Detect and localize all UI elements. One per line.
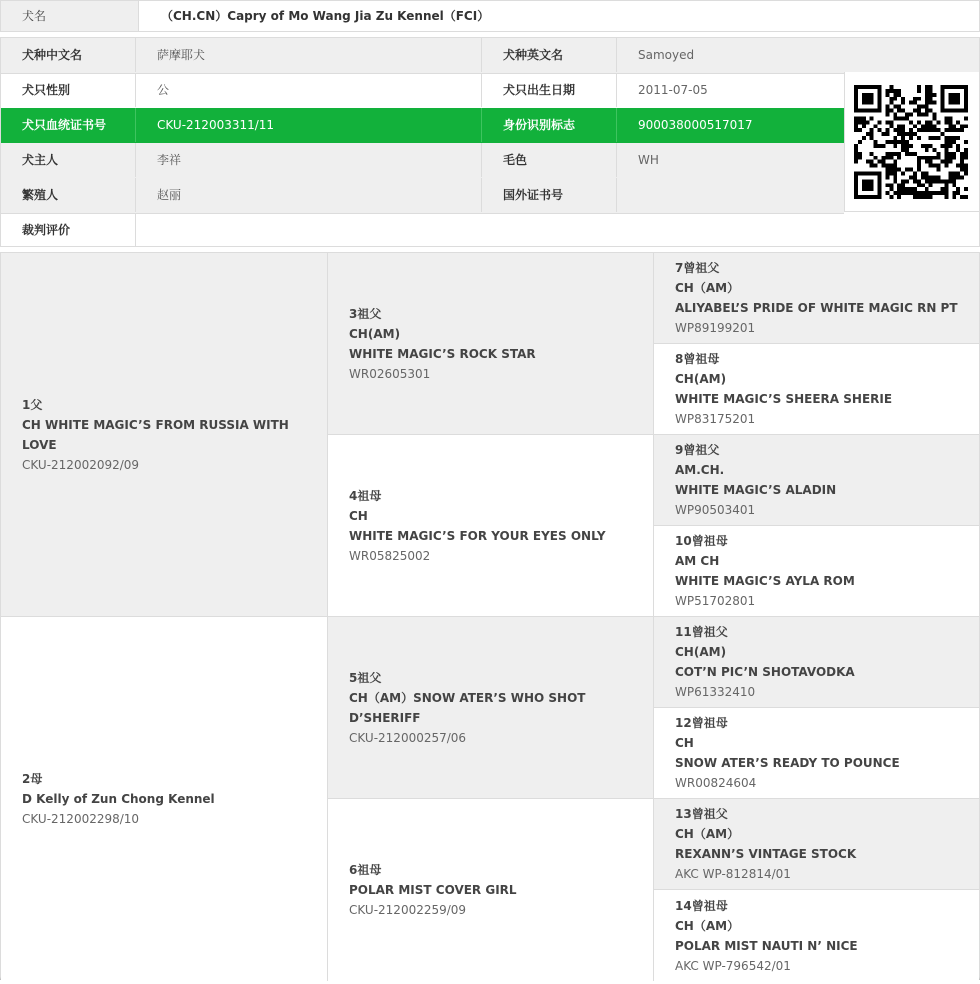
info-label: 毛色	[482, 143, 617, 177]
ancestor-title: 5祖父	[349, 670, 382, 685]
ancestor-reg: WP90503401	[675, 503, 756, 517]
ancestor-reg: CKU-212002092/09	[22, 457, 140, 472]
ancestor-prefix: CH(AM)	[675, 645, 727, 659]
ancestor-title: 2母	[22, 772, 43, 786]
info-label: 犬只血统证书号	[1, 108, 136, 142]
qr-code-box	[844, 72, 979, 212]
great-grandparent-cell	[654, 435, 979, 526]
info-label: 身份识别标志	[482, 108, 617, 142]
ancestor-prefix: AM CH	[675, 554, 720, 568]
info-label: 国外证书号	[482, 178, 617, 212]
ancestor-reg: WR02605301	[349, 366, 431, 381]
info-row	[1, 178, 844, 214]
ancestor-title: 12曾祖母	[675, 716, 728, 730]
info-value: Samoyed	[638, 48, 695, 62]
great-grandparent-cell	[654, 344, 979, 435]
info-value: 900038000517017	[638, 118, 753, 132]
info-label: 犬主人	[1, 143, 136, 177]
judge-label: 裁判评价	[1, 213, 136, 247]
ancestor-prefix: AM.CH.	[675, 463, 725, 477]
ancestor-title: 14曾祖母	[675, 898, 728, 913]
judge-value	[136, 213, 157, 247]
ancestor-name: D Kelly of Zun Chong Kennel	[22, 792, 215, 806]
ancestor-name: WHITE MAGIC’S ALADIN	[675, 483, 837, 497]
ancestor-reg: AKC WP-796542/01	[675, 958, 791, 973]
great-grandparent-cell	[654, 799, 979, 890]
info-value: WH	[638, 153, 659, 167]
ancestor-title: 9曾祖父	[675, 443, 720, 457]
info-value: 2011-07-05	[638, 83, 708, 97]
info-label: 犬种中文名	[1, 38, 136, 72]
ancestor-name: WHITE MAGIC’S FOR YOUR EYES ONLY	[349, 528, 606, 543]
dam-cell	[1, 617, 328, 981]
grandparent-cell	[328, 253, 654, 435]
dog-name-row	[0, 0, 980, 32]
ancestor-reg: CKU-212000257/06	[349, 730, 467, 745]
info-row	[1, 143, 844, 179]
ancestor-prefix: CH（AM）	[675, 918, 740, 933]
ancestor-title: 6祖母	[349, 863, 382, 877]
ancestor-title: 1父	[22, 397, 43, 412]
grandparent-cell	[328, 617, 654, 799]
ancestor-name: WHITE MAGIC’S ROCK STAR	[349, 346, 536, 361]
great-grandparent-cell	[654, 526, 979, 617]
ancestor-title: 3祖父	[349, 306, 382, 321]
great-grandparent-cell	[654, 890, 979, 981]
dog-name-label: 犬名	[1, 1, 139, 31]
ancestor-prefix: CH	[675, 736, 694, 750]
ancestor-reg: AKC WP-812814/01	[675, 867, 791, 881]
ancestor-name: REXANN’S VINTAGE STOCK	[675, 847, 857, 861]
info-label: 犬只出生日期	[482, 73, 617, 107]
ancestor-reg: WR00824604	[675, 776, 757, 790]
great-grandparent-cell	[654, 617, 979, 708]
info-value: 萨摩耶犬	[136, 38, 482, 72]
dog-info-table	[0, 37, 980, 247]
grandparent-cell	[328, 435, 654, 617]
pedigree-table	[0, 252, 980, 980]
ancestor-reg: WP51702801	[675, 594, 756, 608]
ancestor-reg: WR05825002	[349, 548, 431, 563]
info-label: 犬种英文名	[482, 38, 617, 72]
info-label: 繁殖人	[1, 178, 136, 212]
ancestor-prefix: CH(AM)	[675, 372, 727, 386]
info-row-highlight	[1, 108, 844, 144]
ancestor-name: COT’N PIC’N SHOTAVODKA	[675, 665, 855, 679]
ancestor-title: 8曾祖母	[675, 352, 720, 366]
ancestor-title: 13曾祖父	[675, 807, 728, 821]
info-value	[617, 178, 844, 212]
sire-cell	[1, 253, 328, 617]
info-row	[1, 38, 844, 74]
ancestor-title: 7曾祖父	[675, 261, 720, 275]
grandparent-cell	[328, 799, 654, 981]
ancestor-name: CH（AM）SNOW ATER’S WHO SHOT D’SHERIFF	[349, 690, 586, 725]
great-grandparent-cell	[654, 253, 979, 344]
ancestor-title: 4祖母	[349, 488, 382, 503]
info-value: CKU-212003311/11	[136, 108, 482, 142]
ancestor-name: POLAR MIST NAUTI N’ NICE	[675, 938, 858, 953]
ancestor-reg: CKU-212002298/10	[22, 812, 140, 826]
qr-code-icon	[854, 85, 968, 199]
info-row-extension	[844, 38, 979, 74]
ancestor-prefix: CH(AM)	[349, 326, 401, 341]
ancestor-title: 11曾祖父	[675, 625, 728, 639]
ancestor-reg: WP89199201	[675, 321, 756, 335]
ancestor-name: WHITE MAGIC’S SHEERA SHERIE	[675, 392, 893, 406]
info-row	[1, 73, 844, 109]
ancestor-name: WHITE MAGIC’S AYLA ROM	[675, 574, 855, 588]
info-label: 犬只性别	[1, 73, 136, 107]
ancestor-name: ALIYABEL’S PRIDE OF WHITE MAGIC RN PT	[675, 301, 958, 315]
ancestor-reg: CKU-212002259/09	[349, 903, 467, 917]
judge-row	[1, 213, 979, 248]
dog-name-value: （CH.CN）Capry of Mo Wang Jia Zu Kennel（FCI）	[161, 9, 490, 23]
ancestor-title: 10曾祖母	[675, 534, 728, 548]
ancestor-name: CH WHITE MAGIC’S FROM RUSSIA WITH LOVE	[22, 417, 289, 452]
ancestor-prefix: CH（AM）	[675, 827, 740, 841]
ancestor-reg: WP61332410	[675, 685, 756, 699]
ancestor-name: SNOW ATER’S READY TO POUNCE	[675, 756, 900, 770]
info-value: 赵丽	[136, 178, 482, 212]
info-value: 李祥	[136, 143, 482, 177]
ancestor-prefix: CH	[349, 508, 368, 523]
great-grandparent-cell	[654, 708, 979, 799]
ancestor-reg: WP83175201	[675, 412, 756, 426]
ancestor-prefix: CH（AM）	[675, 281, 740, 295]
info-value: 公	[136, 73, 482, 107]
ancestor-name: POLAR MIST COVER GIRL	[349, 883, 517, 897]
